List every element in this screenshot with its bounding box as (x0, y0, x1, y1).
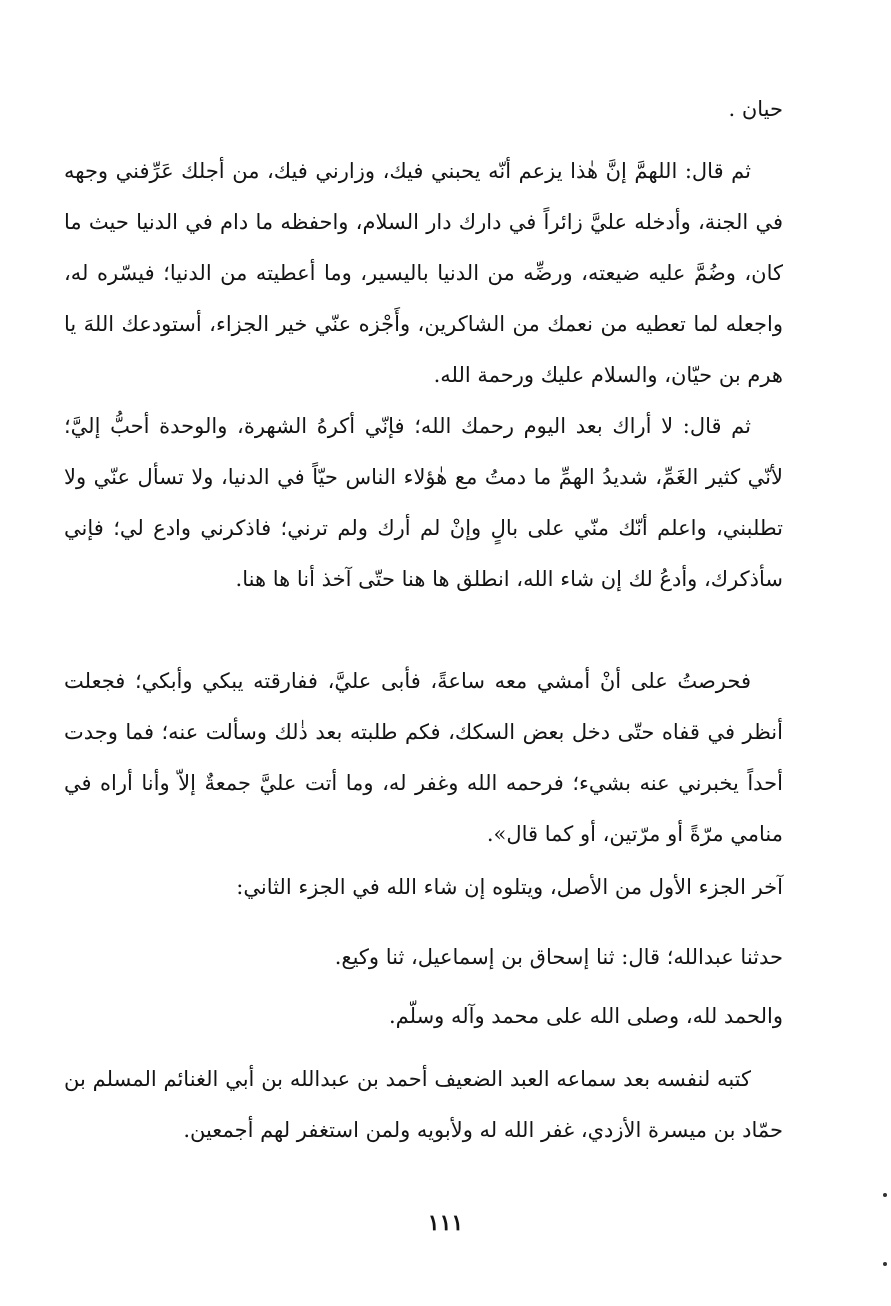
colophon-praise: والحمد لله، وصلى الله على محمد وآله وسلّم. (388, 1004, 783, 1028)
paragraph-prayer: ثم قال: اللهمَّ إنَّ هٰذا يزعم أنّه يحبني فيك، وزارني فيك، من أجلك عَرِّفني وجهه في الجنة، وأدخله عليَّ زائراً في دارك دار السلام، واحفظه ما دام في الدنيا حيث ما كان، وضُمَّ عليه ضيعته، ورضِّه من الدنيا باليسير، وما أعطيته من الدنيا؛ فيسّره له، واجعله لما تعطيه من نعمك من الشاكرين، وأَجْزه عنّي خير الجزاء، أستودعك اللهَ يا هرم بن حيّان، والسلام عليك ورحمة الله. (64, 159, 783, 387)
paragraph-farewell: ثم قال: لا أراك بعد اليوم رحمك الله؛ فإنّي أكرهُ الشهرة، والوحدة أحبُّ إليَّ؛ لأنّي كثير الغَمِّ، شديدُ الهمِّ ما دمتُ مع هٰؤلاء الناس حيّاً في الدنيا، ولا تسأل عنّي ولا تطلبني، واعلم أنّك منّي على بالٍ وإنْ لم أرك ولم ترني؛ فاذكرني وادع لي؛ فإني سأذكرك، وأدعُ لك إن شاء الله، انطلق ها هنا حتّى آخذ أنا ها هنا. (64, 414, 783, 591)
colophon-scribe: كتبه لنفسه بعد سماعه العبد الضعيف أحمد بن عبدالله بن أبي الغنائم المسلم بن حمّاد بن ميسرة الأزدي، غفر الله له ولأبويه ولمن استغفر لهم أجمعين. (64, 1067, 783, 1142)
colophon-end-of-part: آخر الجزء الأول من الأصل، ويتلوه إن شاء الله في الجزء الثاني: (236, 875, 783, 899)
paragraph-parting: فحرصتُ على أنْ أمشي معه ساعةً، فأبى عليَّ، ففارقته يبكي وأبكي؛ فجعلت أنظر في قفاه حتّى دخل بعض السكك، فكم طلبته بعد ذٰلك وسألت عنه؛ فما وجدت أحداً يخبرني عنه بشيء؛ فرحمه الله وغفر له، وما أتت عليَّ جمعةٌ إلاّ وأنا أراه في منامي مرّةً أو مرّتين، أو كما قال». (64, 669, 783, 846)
colophon-chain: حدثنا عبدالله؛ قال: ثنا إسحاق بن إسماعيل، ثنا وكيع. (334, 945, 783, 969)
scan-speck (883, 1193, 887, 1197)
page-number: ١١١ (427, 1210, 464, 1236)
paragraph-continuation: حيان . (728, 97, 783, 121)
scan-speck (883, 1262, 887, 1266)
